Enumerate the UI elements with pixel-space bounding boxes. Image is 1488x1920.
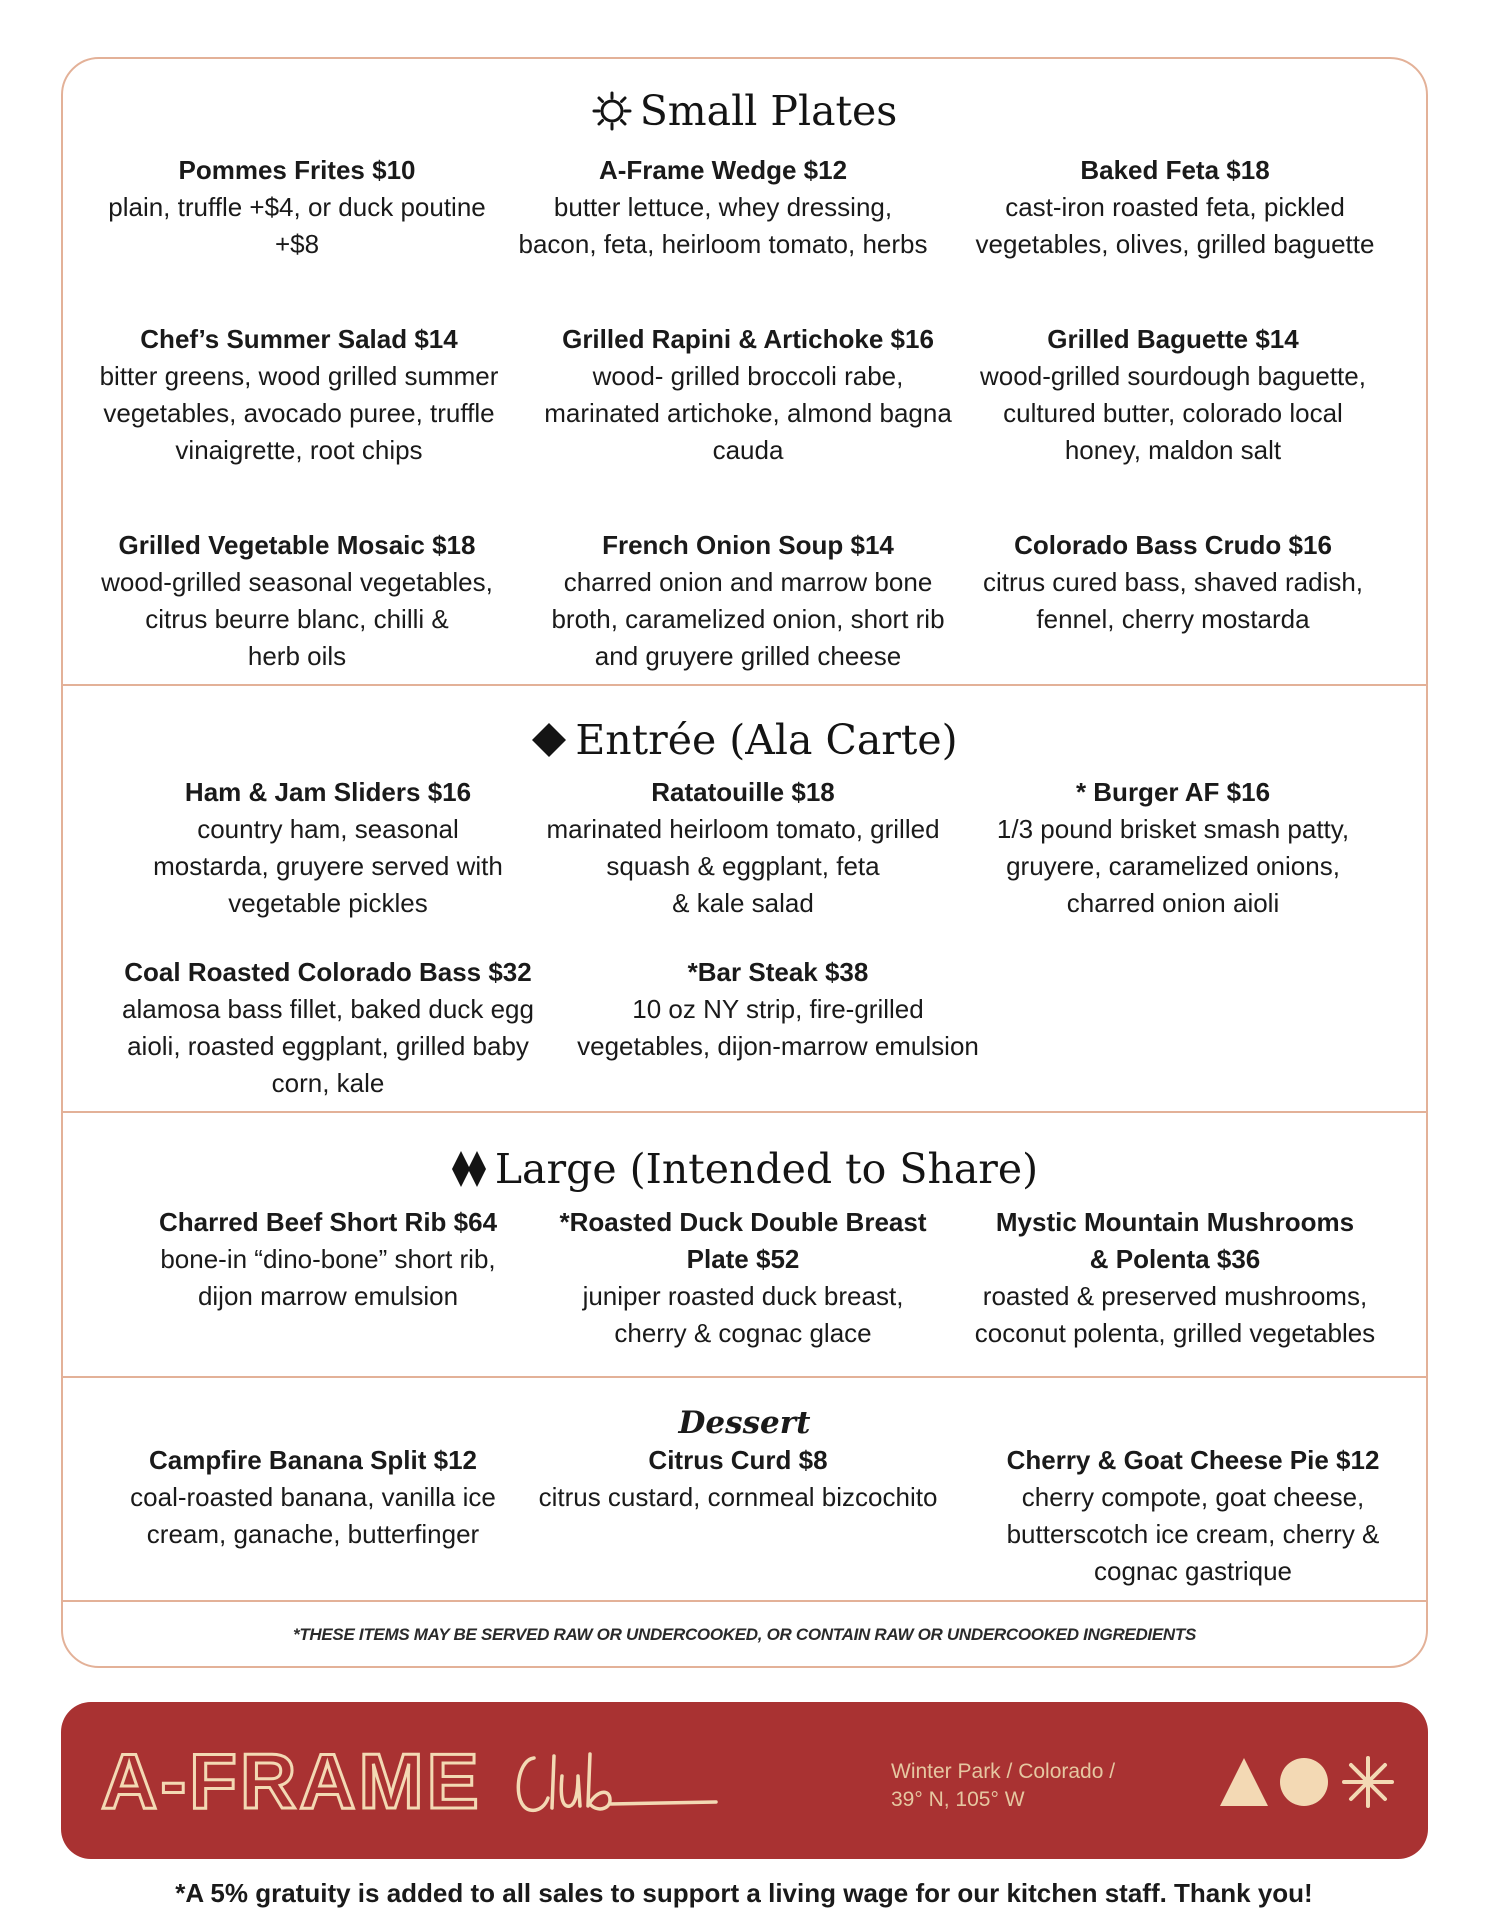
menu-item	[953, 321, 1393, 469]
item-name: Citrus Curd $8	[648, 1445, 828, 1475]
item-desc: wood-grilled seasonal vegetables, citrus beurre blanc, chilli & herb oils	[101, 567, 493, 671]
item-desc: bitter greens, wood grilled summer vegetables, avocado puree, truffle vinaigrette, root chips	[99, 361, 499, 465]
section-title-large	[63, 1145, 1426, 1195]
item-desc: roasted & preserved mushrooms, coconut polenta, grilled vegetables	[974, 1281, 1376, 1348]
item-name: *Roasted Duck Double Breast Plate $52	[559, 1207, 927, 1274]
item-name: Chef’s Summer Salad $14	[140, 324, 458, 354]
item-desc: butter lettuce, whey dressing, bacon, feta, heirloom tomato, herbs	[518, 192, 928, 259]
menu-item	[953, 774, 1393, 922]
item-name: * Burger AF $16	[1075, 777, 1271, 807]
location-text: Winter Park / Colorado / 39° N, 105° W	[891, 1760, 1116, 1811]
section-title-entree	[63, 716, 1426, 765]
item-desc: wood-grilled sourdough baguette, cultured butter, colorado local honey, maldon salt	[980, 361, 1366, 465]
item-desc: cherry compote, goat cheese, butterscotch ice cream, cherry & cognac gastrique	[1006, 1482, 1380, 1586]
item-desc: cast-iron roasted feta, pickled vegetables, olives, grilled baguette	[975, 192, 1375, 259]
asterisk-icon	[1344, 1758, 1392, 1806]
menu-item	[103, 954, 553, 1102]
menu-item	[528, 321, 968, 469]
item-name: French Onion Soup $14	[602, 530, 894, 560]
section-title-dessert: Dessert	[678, 1405, 811, 1441]
menu-item	[528, 1442, 948, 1516]
menu-item	[558, 954, 998, 1065]
item-name: Campfire Banana Split $12	[149, 1445, 477, 1475]
item-desc: 10 oz NY strip, fire-grilled vegetables, dijon-marrow emulsion	[577, 994, 979, 1061]
item-desc: country ham, seasonal mostarda, gruyere served with vegetable pickles	[153, 814, 503, 918]
menu-item	[503, 152, 943, 263]
item-name: Ratatouille $18	[651, 777, 835, 807]
item-desc: 1/3 pound brisket smash patty, gruyere, caramelized onions, charred onion aioli	[996, 814, 1350, 918]
item-name: Grilled Baguette $14	[1047, 324, 1299, 354]
item-name: A-Frame Wedge $12	[598, 155, 848, 185]
item-name: Grilled Vegetable Mosaic $18	[118, 530, 476, 560]
item-desc: wood- grilled broccoli rabe, marinated artichoke, almond bagna cauda	[544, 361, 952, 465]
menu-item	[87, 152, 507, 263]
section-title-text: Small Plates	[639, 87, 898, 135]
menu-item	[118, 774, 538, 922]
item-name: Pommes Frites $10	[178, 155, 416, 185]
item-desc: marinated heirloom tomato, grilled squash & eggplant, feta & kale salad	[546, 814, 940, 918]
menu-card	[61, 57, 1428, 1668]
item-desc: citrus custard, cornmeal bizcochito	[538, 1482, 938, 1512]
item-desc: charred onion and marrow bone broth, caramelized onion, short rib and gruyere grilled cheese	[551, 567, 945, 671]
menu-item	[973, 1442, 1413, 1590]
item-desc: plain, truffle +$4, or duck poutine +$8	[108, 192, 486, 259]
menu-item	[955, 152, 1395, 263]
gratuity-notice: *A 5% gratuity is added to all sales to support a living wage for our kitchen staff. Thank you!	[175, 1878, 1313, 1908]
item-desc: alamosa bass fillet, baked duck egg aioli, roasted eggplant, grilled baby corn, kale	[122, 994, 534, 1098]
item-name: Colorado Bass Crudo $16	[1014, 530, 1332, 560]
section-title-text: Entrée (Ala Carte)	[575, 716, 958, 764]
brand-logo: A-FRAME	[101, 1737, 482, 1825]
item-name: Charred Beef Short Rib $64	[158, 1207, 498, 1237]
menu-item	[523, 774, 963, 922]
brand-shapes	[1216, 1750, 1396, 1815]
section-divider	[63, 1376, 1426, 1378]
brand-script-logo	[506, 1746, 726, 1831]
menu-item	[953, 527, 1393, 638]
item-name: Cherry & Goat Cheese Pie $12	[1006, 1445, 1380, 1475]
menu-item	[118, 1204, 538, 1315]
section-divider	[63, 684, 1426, 686]
double-diamond-icon	[451, 1150, 487, 1195]
menu-item	[528, 527, 968, 675]
section-title-small-plates	[63, 87, 1426, 138]
item-desc: juniper roasted duck breast, cherry & cognac glace	[582, 1281, 904, 1348]
sun-icon	[592, 91, 632, 138]
item-name: Coal Roasted Colorado Bass $32	[124, 957, 532, 987]
item-desc: coal-roasted banana, vanilla ice cream, ganache, butterfinger	[130, 1482, 496, 1549]
section-divider	[63, 1111, 1426, 1113]
item-desc: citrus cured bass, shaved radish, fennel, cherry mostarda	[982, 567, 1364, 634]
triangle-icon	[1220, 1758, 1268, 1806]
menu-item	[103, 1442, 523, 1553]
menu-item	[87, 321, 511, 469]
item-name: *Bar Steak $38	[687, 957, 869, 987]
raw-food-disclaimer: *THESE ITEMS MAY BE SERVED RAW OR UNDERCOOKED, OR CONTAIN RAW OR UNDERCOOKED INGREDIENTS	[293, 1625, 1196, 1644]
circle-icon	[1280, 1758, 1328, 1806]
item-name: Baked Feta $18	[1080, 155, 1270, 185]
diamond-icon	[531, 722, 567, 765]
item-name: Grilled Rapini & Artichoke $16	[562, 324, 934, 354]
section-divider	[63, 1600, 1426, 1602]
item-name: Ham & Jam Sliders $16	[184, 777, 472, 807]
footer-banner	[61, 1702, 1428, 1859]
item-name: Mystic Mountain Mushrooms & Polenta $36	[995, 1207, 1355, 1274]
item-desc: bone-in “dino-bone” short rib, dijon marrow emulsion	[160, 1244, 496, 1311]
menu-item	[523, 1204, 963, 1352]
section-title-text: Large (Intended to Share)	[494, 1145, 1039, 1193]
menu-item	[87, 527, 507, 675]
menu-item	[955, 1204, 1395, 1352]
